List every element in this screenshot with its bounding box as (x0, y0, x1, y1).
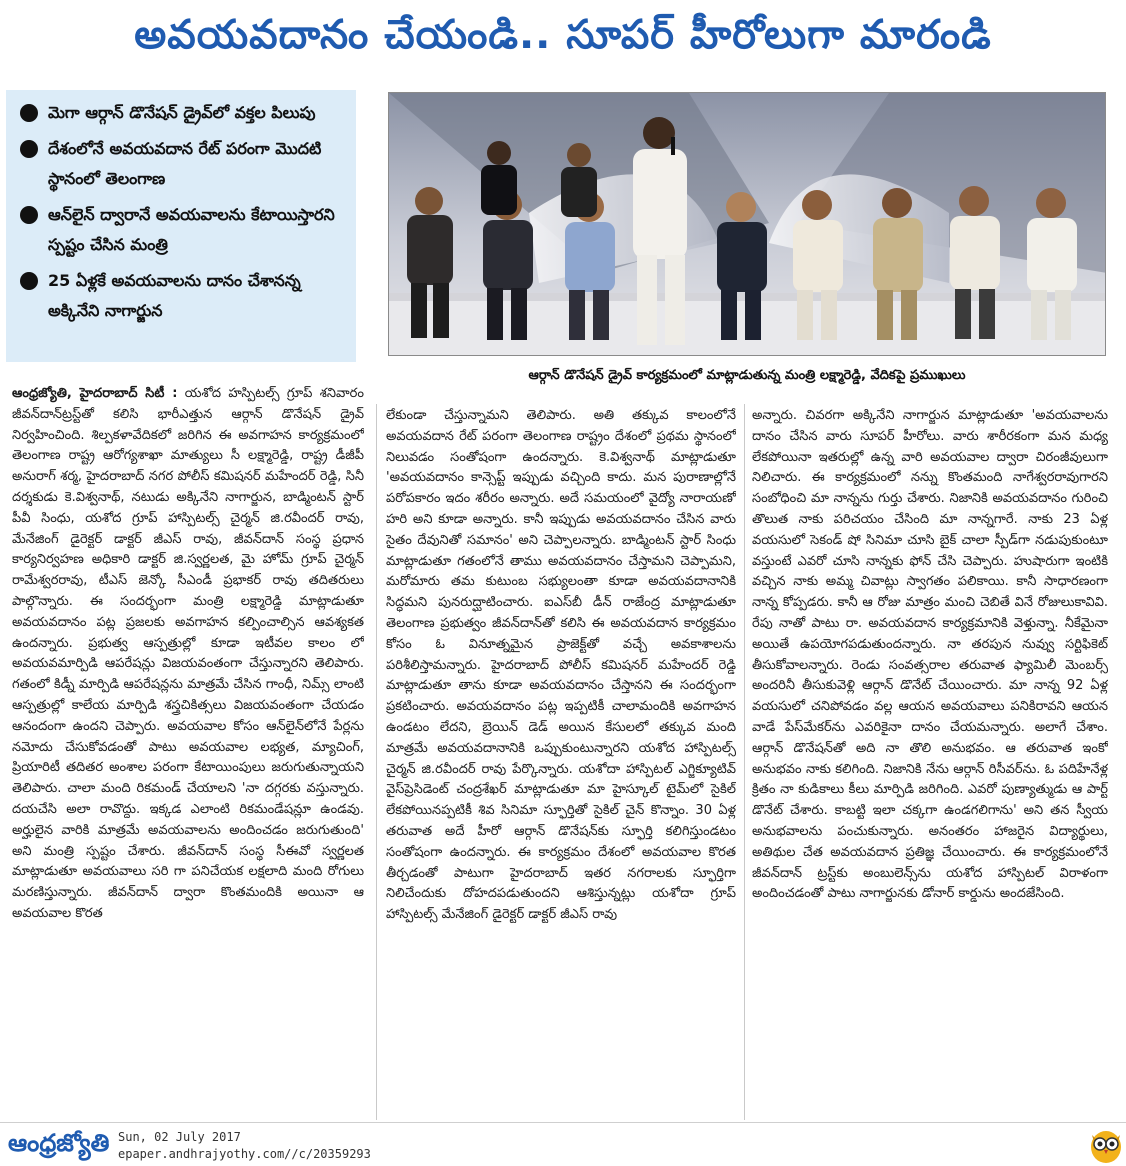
article-text: యశోద హస్పిటల్స్ గ్రూప్ శనివారం జీవన్‌దాన్‌ట్రస్ట్‌తో కలిసి భారీఎత్తున ఆర్గాన్ డొనేషన్ డ్రైవ్ నిర్వహించింది. శిల్పకళావేదికలో జరిగిన ఈ అవగాహన కార్యక్రమంలో తెలంగాణ రాష్ట్ర ఆరోగ్యశాఖా మాత్యులు సీ లక్ష్మారెడ్డి, రాష్ట్ర డీజీపీ అనురాగ్ శర్మ, హైదరాబాద్ నగర పోలీస్ కమిషనర్ మహేందర్ రెడ్డి, సినీ దర్శకుడు కె.విశ్వనాథ్, నటుడు అక్కినేని నాగార్జున, బాడ్మింటన్ స్టార్ పీవీ సింధు, యశోద గ్రూప్ హాస్పిటల్స్ చైర్మన్ జి.రవీందర్ రావు, మేనేజింగ్ డైరెక్టర్ డాక్టర్ జీఎస్ రావు, జీవన్‌దాన్ సంస్థ ప్రధాన కార్యనిర్వహణ అధికారి డాక్టర్ జి.స్వర్ణలత, మై హోమ్ గ్రూప్ చైర్మన్ రామేశ్వరరావు, టీఎస్ జెన్కో సీఎండీ ప్రభాకర్ రావు తదితరులు పాల్గొన్నారు. ఈ సందర్భంగా మంత్రి లక్ష్మారెడ్డి మాట్లాడుతూ అవయవదానం పట్ల ప్రజలకు అవగాహన కల్పించాల్సిన ఆవశ్యకత ఉందన్నారు. ప్రభుత్వ ఆస్పత్రుల్లో కూడా ఇటీవల కాలం లో అవయవమార్పిడి ఆపరేషన్లు విజయవంతంగా చేస్తున్నారని తెలిపారు. గతంలో కిడ్నీ మార్పిడి ఆపరేషన్లను మాత్రమే చేసిన గాంధీ, నిమ్స్ లాంటి ఆస్పత్రుల్లో కాలేయ మార్పిడి శస్త్రచికిత్సలు విజయవంతంగా చేయడం ఆనందంగా ఉందని చెప్పారు. అవయవాల కోసం ఆన్‌లైన్‌లోనే పేర్లను నమోదు చేసుకోవడంతో పాటు అవయవాల లభ్యత, మ్యాచింగ్, ప్రియారిటీ తదితర అంశాల పరంగా కేటాయింపులు జరుగుతున్నాయని తెలిపారు. చాలా మంది రికమండ్ చేయాలని 'నా దగ్గరకు వస్తున్నారు. దయచేసి అలా రావొద్దు. ఇక్కడ ఎలాంటి రికమండేషన్లూ ఉండవు. అర్హులైన వారికి మాత్రమే అవయవాలను అందించడం జరుగుతుంది' అని మంత్రి స్పష్టం చేశారు. జీవన్‌దాన్ సంస్థ సీఈవో స్వర్ణలత మాట్లాడుతూ అవయవాలు సరి గా పనిచేయక లక్షలాది మంది రోగులు మరణిస్తున్నారు. జీవన్‌దాన్ ద్వారా కొంతమందికి అయినా ఆ అవయవాల కొరత (12, 386, 364, 921)
article-column-2 (386, 406, 736, 1126)
highlight-item (20, 134, 346, 194)
article-column-3 (752, 406, 1108, 1126)
bullet-icon (20, 272, 38, 290)
highlight-item (20, 200, 346, 260)
headline: అవయవదానం చేయండి.. సూపర్ హీరోలుగా మారండి (134, 12, 992, 58)
bullet-icon (20, 140, 38, 158)
event-photo (388, 92, 1106, 356)
footer (0, 1122, 1126, 1166)
highlight-text: మెగా ఆర్గాన్ డొనేషన్ డ్రైవ్‌లో వక్తల పిలుపు (48, 103, 316, 122)
highlight-text: 25 ఏళ్లకే అవయవాలను దానం చేశానన్న అక్కినేని నాగార్జున (48, 271, 301, 320)
column-divider (744, 404, 745, 1120)
article-text: అన్నారు. చివరగా అక్కినేని నాగార్జున మాట్లాడుతూ 'అవయవాలను దానం చేసిన వారు సూపర్ హీరోలు. వారు శారీరకంగా మన మధ్య లేకపోయినా ఇతరుల్లో ఉన్న వారి అవయవాల ద్వారా చిరంజీవులుగా నిలిచారు. ఈ కార్యక్రమంలో నన్ను కొంతమంది నాగేశ్వరరావుగారని సంబోధించి మా నాన్నను గుర్తు చేశారు. నిజానికి అవయవదానం గురించి తొలుత నాకు పరిచయం చేసింది మా నాన్నగారే. నాకు 23 ఏళ్ల వయసులో సెకండ్ షో సినిమా చూసి బైక్ చాలా స్పీడ్‌గా నడుపుకుంటూ వస్తుంటే ఎవరో చూసి నాన్నకు ఫోన్ చేసి చెప్పారు. హుషారుగా ఇంటికి వచ్చిన నాకు అమ్మ చివాట్లు స్వాగతం పలికాయి. కానీ సాధారణంగా నాన్న కోప్పడరు. కానీ ఆ రోజు మాత్రం మంచి చెబితే వినే రోజులుకావివి. రేపు నాతో పాటు రా. అవయవదాన కార్యక్రమానికి వెళ్తున్నా. నీకేమైనా అయితే ఉపయోగపడుతుందన్నారు. నా తరపున నువ్వు సర్టిఫికెట్ తీసుకోవాలన్నారు. రెండు సంవత్సరాల తరువాత ఫ్యామిలీ మెంబర్స్ అందరినీ తీసుకువెళ్లి ఆర్గాన్ డొనేట్ చేయించారు. మా నాన్న 92 ఏళ్ల వయసులో చనిపోవడం వల్ల ఆయన అవయవాలు పనికిరావని ఆయన వాడే పేస్‌మేకర్‌ను ఎవరికైనా దానం చేయమన్నారు. అలాగే చేశాం. ఆర్గాన్ డొనేషన్‌తో అది నా తొలి అనుభవం. ఆ తరువాత ఇంకో అనుభవం నాకు కలిగింది. నిజానికి నేను ఆర్గాన్ రిసీవర్‌ను. ఓ పదిహేనేళ్ల క్రితం నా కుడికాలు కీలు మార్పిడి జరిగింది. ఎవరో పుణ్యాత్ముడు ఆ పార్ట్ డొనేట్ చేశారు. కాబట్టి ఇలా చక్కగా ఉండగలిగాను' అని తన స్వీయ అనుభవాలను పంచుకున్నారు. అనంతరం హాజరైన విద్యార్థులు, అతిథుల చేత అవయవదాన ప్రతిజ్ఞ చేయించారు. ఈ కార్యక్రమంలోనే జీవన్‌దాన్ ట్రస్ట్‌కు అంబులెన్స్‌ను యశోద హాస్పిటల్ విరాళంగా అందించడంతో పాటు నాగార్జునకు డోనార్ కార్డును అందజేసింది. (752, 408, 1108, 902)
newspaper-logo: ఆంధ్రజ్యోతి (8, 1129, 110, 1157)
dateline: ఆంధ్రజ్యోతి, హైదరాబాద్ సిటీ : (12, 386, 178, 401)
highlight-text: ఆన్‌లైన్ ద్వారానే అవయవాలను కేటాయిస్తారని స్పష్టం చేసిన మంత్రి (48, 205, 335, 254)
event-photo-illustration (389, 93, 1106, 356)
bullet-icon (20, 206, 38, 224)
highlight-item (20, 98, 346, 128)
highlight-item (20, 266, 346, 326)
article-column-1 (12, 384, 364, 1124)
highlight-text: దేశంలోనే అవయవదాన రేట్ పరంగా మొదటి స్థానంలో తెలంగాణ (48, 139, 322, 188)
article-text: లేకుండా చేస్తున్నామని తెలిపారు. అతి తక్కువ కాలంలోనే అవయవదాన రేట్ పరంగా తెలంగాణ రాష్ట్రం దేశంలో ప్రథమ స్థానంలో నిలువడం సంతోషంగా ఉందన్నారు. కె.విశ్వనాథ్ మాట్లాడుతూ 'అవయవదానం కాన్సెప్ట్ ఇప్పుడు వచ్చింది కాదు. మన పురాణాల్లోనే పరోపకారం ఇదం శరీరం అన్నారు. అదే సమయంలో వైద్యో నారాయణో హరి అని కూడా అన్నారు. కానీ ఇప్పుడు అవయవదానం చేసిన వారు సైతం దేవునితో సమానం' అని చెప్పాలన్నారు. బాడ్మింటన్ స్టార్ సింధు మాట్లాడుతూ గతంలోనే తాము అవయవదానం చేస్తామని చెప్పామని, మరోమారు తమ కుటుంబ సభ్యులంతా కూడా అవయవదానానికి సిద్ధమని పునరుద్ఘాటించారు. ఐఎస్‌బీ డీన్ రాజేంద్ర మాట్లాడుతూ తెలంగాణ ప్రభుత్వం జీవన్‌దాన్‌తో కలిసి ఈ అవయవదాన కార్యక్రమం కోసం ఓ వినూత్నమైన ప్రాజెక్ట్‌తో వచ్చే అవకాశాలను పరిశీలిస్తామన్నారు. హైదరాబాద్ పోలీస్ కమిషనర్ మహేందర్ రెడ్డి మాట్లాడుతూ తాను కూడా అవయవదానం చేస్తానని ఈ సందర్భంగా ప్రకటించారు. అవయవదానం పట్ల ఇప్పటికీ చాలామందికి అవగాహన ఉండటం లేదని, బ్రెయిన్ డెడ్ అయిన కేసులలో తక్కువ మంది మాత్రమే అవయవదానానికి ఒప్పుకుంటున్నారని యశోద హాస్పిటల్స్ చైర్మన్ జి.రవీందర్ రావు పేర్కొన్నారు. యశోదా హాస్పిటల్ ఎగ్జిక్యూటివ్ వైస్‌ప్రెసిడెంట్ చంద్రశేఖర్ మాట్లాడుతూ మా హైస్కూల్ టైమ్‌లో సైకిల్ లేకపోయినప్పటికీ శివ సినిమా స్ఫూర్తితో సైకిల్ చైన్ కొన్నాం. 30 ఏళ్ల తరువాత అదే హీరో ఆర్గాన్ డొనేషన్‌కు స్ఫూర్తి కలిగిస్తుండటం సంతోషంగా ఉందన్నారు. ఈ కార్యక్రమం దేశంలో అవయవాల కొరత తీర్చడంతో పాటుగా హైదరాబాద్ ఇతర నగరాలకు స్ఫూర్తిగా నిలిచేందుకు దోహదపడుతుందని ఆశిస్తున్నట్లు యశోదా గ్రూప్ హాస్పిటల్స్ మేనేజింగ్ డైరెక్టర్ డాక్టర్ జీఎస్ రావు (386, 408, 736, 923)
column-divider (376, 404, 377, 1120)
edition-date: Sun, 02 July 2017 (118, 1130, 241, 1144)
epaper-url[interactable]: epaper.andhrajyothy.com//c/20359293 (118, 1147, 371, 1161)
bullet-icon (20, 104, 38, 122)
highlights-box (6, 90, 356, 362)
owl-icon (1086, 1125, 1126, 1165)
edition-info (118, 1129, 371, 1163)
photo-caption: ఆర్గాన్ డొనేషన్ డ్రైవ్ కార్యక్రమంలో మాట్లాడుతున్న మంత్రి లక్ష్మారెడ్డి, వేదికపై ప్రముఖులు (528, 368, 966, 383)
